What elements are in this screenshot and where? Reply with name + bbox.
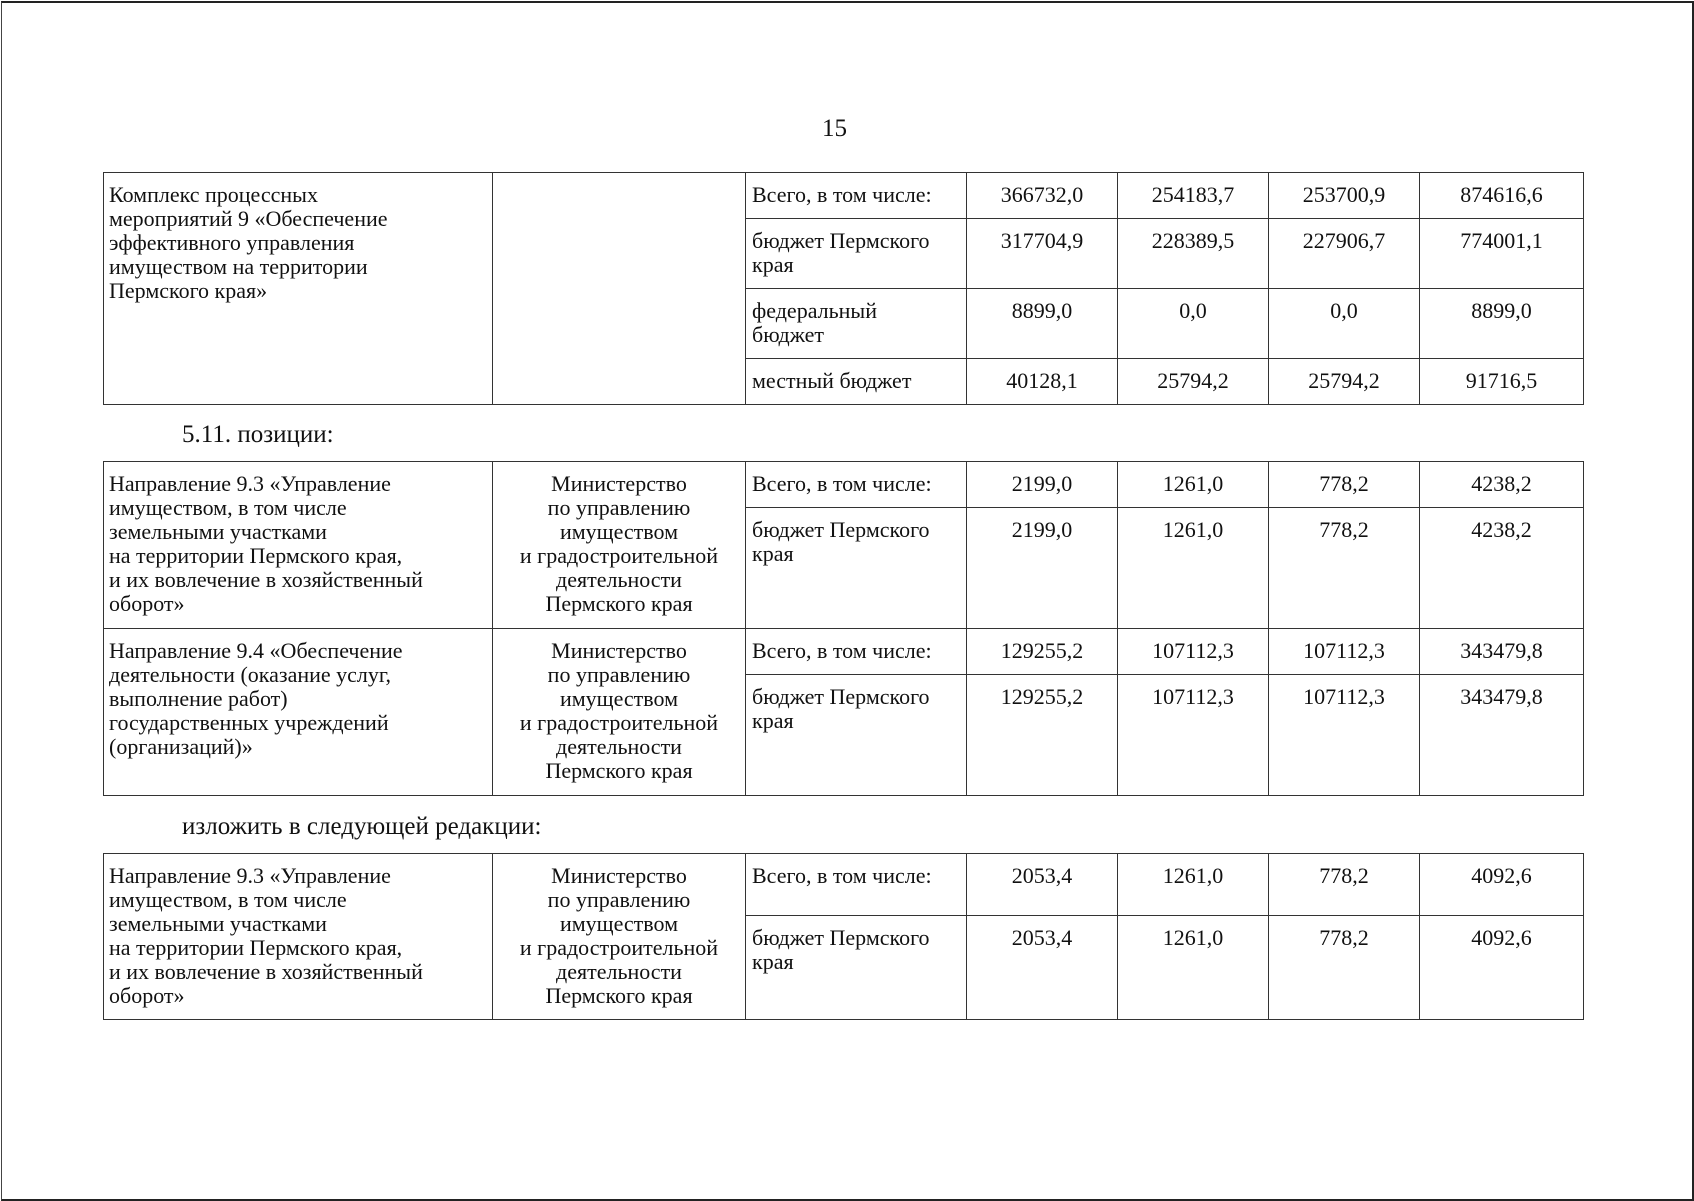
value-cell: 1261,0	[1118, 916, 1269, 1020]
value-cell: 107112,3	[1269, 675, 1420, 796]
executor-cell: Министерство по управлению имуществом и градостроительной деятельности Пермского края	[493, 462, 746, 629]
funding-source-cell: бюджет Пермского края	[746, 675, 967, 796]
total-cell: 343479,8	[1420, 675, 1584, 796]
value-cell: 253700,9	[1269, 173, 1420, 219]
value-cell: 254183,7	[1118, 173, 1269, 219]
section-heading-positions: 5.11. позиции:	[182, 421, 334, 448]
value-cell: 107112,3	[1118, 675, 1269, 796]
value-cell: 317704,9	[967, 219, 1118, 289]
value-cell: 778,2	[1269, 854, 1420, 916]
direction-name-cell: Направление 9.3 «Управление имуществом, в том числе земельными участками на территории Пермского края, и их вовлечение в хозяйственный оборот»	[104, 854, 493, 1020]
funding-source-cell: федеральный бюджет	[746, 289, 967, 359]
value-cell: 129255,2	[967, 629, 1118, 675]
table-row	[104, 854, 1584, 916]
value-cell: 778,2	[1269, 462, 1420, 508]
funding-source-cell: местный бюджет	[746, 359, 967, 405]
program-complex-9-table	[103, 172, 1584, 405]
directions-new-table	[103, 853, 1584, 1020]
value-cell: 2199,0	[967, 508, 1118, 629]
table-row	[104, 629, 1584, 675]
total-cell: 4238,2	[1420, 508, 1584, 629]
funding-source-cell: бюджет Пермского края	[746, 219, 967, 289]
value-cell: 2199,0	[967, 462, 1118, 508]
total-cell: 774001,1	[1420, 219, 1584, 289]
total-cell: 343479,8	[1420, 629, 1584, 675]
value-cell: 366732,0	[967, 173, 1118, 219]
value-cell: 228389,5	[1118, 219, 1269, 289]
value-cell: 107112,3	[1118, 629, 1269, 675]
value-cell: 1261,0	[1118, 508, 1269, 629]
value-cell: 227906,7	[1269, 219, 1420, 289]
direction-name-cell: Направление 9.3 «Управление имуществом, в том числе земельными участками на территории Пермского края, и их вовлечение в хозяйственный оборот»	[104, 462, 493, 629]
value-cell: 778,2	[1269, 916, 1420, 1020]
value-cell: 1261,0	[1118, 854, 1269, 916]
table-row	[104, 173, 1584, 219]
page-number: 15	[822, 115, 847, 142]
value-cell: 25794,2	[1118, 359, 1269, 405]
total-cell: 4092,6	[1420, 854, 1584, 916]
value-cell: 8899,0	[967, 289, 1118, 359]
total-cell: 4092,6	[1420, 916, 1584, 1020]
value-cell: 129255,2	[967, 675, 1118, 796]
funding-source-cell: Всего, в том числе:	[746, 173, 967, 219]
total-cell: 4238,2	[1420, 462, 1584, 508]
funding-source-cell: бюджет Пермского края	[746, 916, 967, 1020]
funding-source-cell: Всего, в том числе:	[746, 629, 967, 675]
executor-cell: Министерство по управлению имуществом и градостроительной деятельности Пермского края	[493, 629, 746, 796]
section-heading-new-edition: изложить в следующей редакции:	[182, 813, 542, 840]
value-cell: 2053,4	[967, 854, 1118, 916]
funding-source-cell: Всего, в том числе:	[746, 854, 967, 916]
value-cell: 1261,0	[1118, 462, 1269, 508]
value-cell: 0,0	[1118, 289, 1269, 359]
total-cell: 91716,5	[1420, 359, 1584, 405]
value-cell: 40128,1	[967, 359, 1118, 405]
funding-source-cell: Всего, в том числе:	[746, 462, 967, 508]
funding-source-cell: бюджет Пермского края	[746, 508, 967, 629]
value-cell: 107112,3	[1269, 629, 1420, 675]
table-row	[104, 462, 1584, 508]
executor-cell: Министерство по управлению имуществом и градостроительной деятельности Пермского края	[493, 854, 746, 1020]
measure-name-cell: Комплекс процессных мероприятий 9 «Обеспечение эффективного управления имуществом на территории Пермского края»	[104, 173, 493, 405]
value-cell: 2053,4	[967, 916, 1118, 1020]
direction-name-cell: Направление 9.4 «Обеспечение деятельности (оказание услуг, выполнение работ) государственных учреждений (организаций)»	[104, 629, 493, 796]
total-cell: 874616,6	[1420, 173, 1584, 219]
executor-cell	[493, 173, 746, 405]
directions-old-table	[103, 461, 1584, 796]
value-cell: 778,2	[1269, 508, 1420, 629]
value-cell: 25794,2	[1269, 359, 1420, 405]
total-cell: 8899,0	[1420, 289, 1584, 359]
value-cell: 0,0	[1269, 289, 1420, 359]
